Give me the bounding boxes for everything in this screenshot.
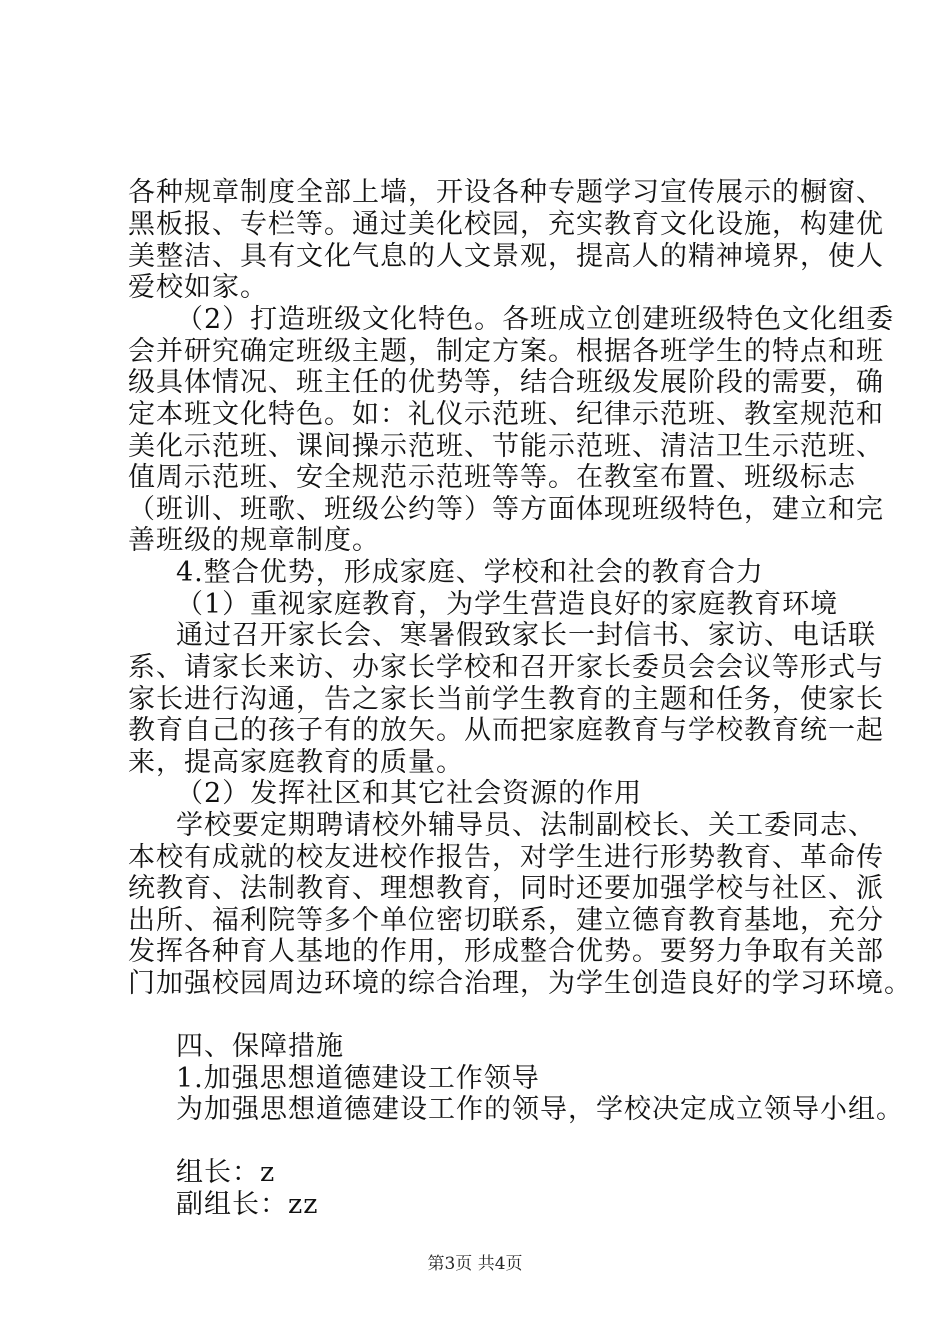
- body-line-29: 为加强思想道德建设工作的领导，学校决定成立领导小组。: [176, 1094, 904, 1125]
- body-line-2: 黑板报、专栏等。通过美化校园，充实教育文化设施，构建优: [128, 209, 884, 240]
- section-heading-4: 4.整合优势，形成家庭、学校和社会的教育合力: [176, 557, 764, 588]
- body-line-10: 值周示范班、安全规范示范班等等。在教室布置、班级标志: [128, 462, 856, 493]
- body-line-19: 来，提高家庭教育的质量。: [128, 747, 464, 778]
- group-leader: 组长：z: [176, 1157, 276, 1188]
- body-line-7: 级具体情况、班主任的优势等，结合班级发展阶段的需要，确: [128, 367, 884, 398]
- body-line-16: 系、请家长来访、办家长学校和召开家长委员会会议等形式与: [128, 652, 884, 683]
- subheading-leadership: 1.加强思想道德建设工作领导: [176, 1063, 540, 1094]
- body-line-24: 出所、福利院等多个单位密切联系，建立德育教育基地，充分: [128, 905, 884, 936]
- deputy-group-leader: 副组长：zz: [176, 1189, 319, 1220]
- body-line-21: 学校要定期聘请校外辅导员、法制副校长、关工委同志、: [176, 810, 876, 841]
- body-line-26: 门加强校园周边环境的综合治理，为学生创造良好的学习环境。: [128, 968, 912, 999]
- body-line-4: 爱校如家。: [128, 272, 268, 303]
- subheading-family-education: （1）重视家庭教育，为学生营造良好的家庭教育环境: [176, 589, 839, 620]
- body-line-15: 通过召开家长会、寒暑假致家长一封信书、家访、电话联: [176, 620, 876, 651]
- body-line-3: 美整洁、具有文化气息的人文景观，提高人的精神境界，使人: [128, 241, 884, 272]
- body-line-1: 各种规章制度全部上墙，开设各种专题学习宣传展示的橱窗、: [128, 177, 884, 208]
- body-line-6: 会并研究确定班级主题，制定方案。根据各班学生的特点和班: [128, 336, 884, 367]
- body-line-11: （班训、班歌、班级公约等）等方面体现班级特色，建立和完: [128, 494, 884, 525]
- subheading-community: （2）发挥社区和其它社会资源的作用: [176, 778, 643, 809]
- section-heading-safeguards: 四、保障措施: [176, 1031, 344, 1062]
- body-line-9: 美化示范班、课间操示范班、节能示范班、清洁卫生示范班、: [128, 431, 884, 462]
- body-line-17: 家长进行沟通，告之家长当前学生教育的主题和任务，使家长: [128, 684, 884, 715]
- body-line-25: 发挥各种育人基地的作用，形成整合优势。要努力争取有关部: [128, 936, 884, 967]
- body-line-5: （2）打造班级文化特色。各班成立创建班级特色文化组委: [176, 304, 895, 335]
- body-line-22: 本校有成就的校友进校作报告，对学生进行形势教育、革命传: [128, 842, 884, 873]
- body-line-18: 教育自己的孩子有的放矢。从而把家庭教育与学校教育统一起: [128, 715, 884, 746]
- page-number-footer: 第3页 共4页: [427, 1254, 523, 1274]
- body-line-8: 定本班文化特色。如：礼仪示范班、纪律示范班、教室规范和: [128, 399, 884, 430]
- body-line-12: 善班级的规章制度。: [128, 525, 380, 556]
- body-line-23: 统教育、法制教育、理想教育，同时还要加强学校与社区、派: [128, 873, 884, 904]
